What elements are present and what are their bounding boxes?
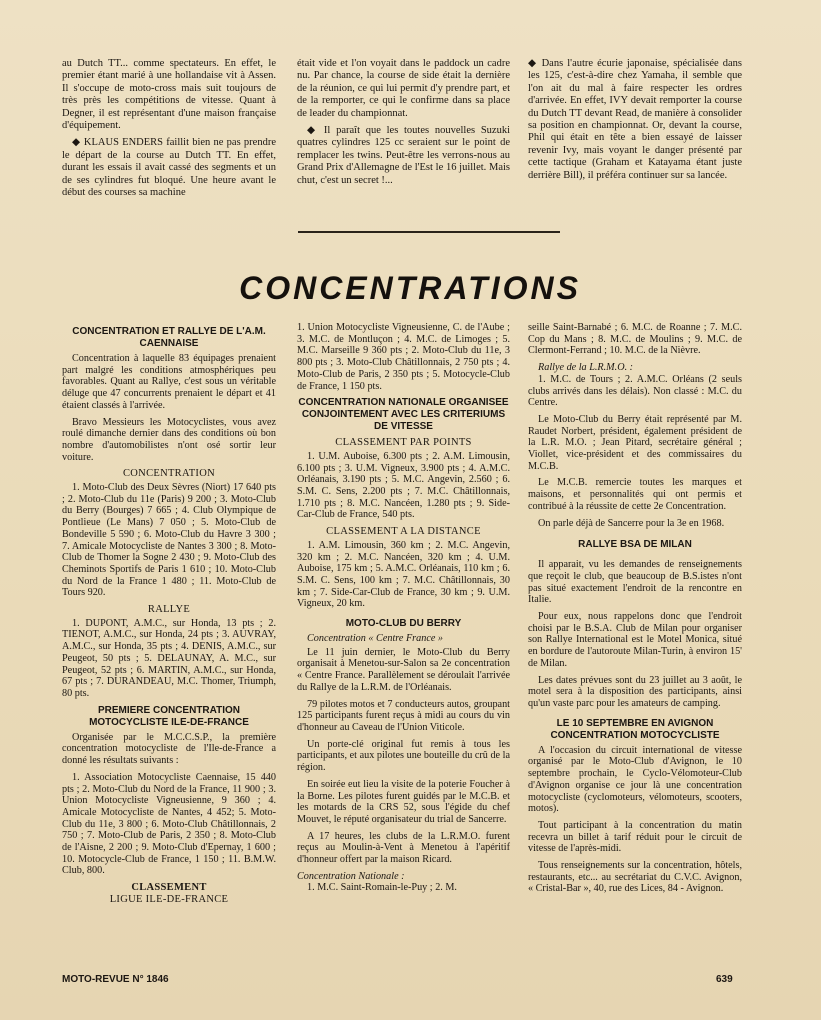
nationale-label: Concentration Nationale :: [297, 870, 405, 882]
top-column-3: [528, 58, 742, 187]
bsa-heading: RALLYE BSA DE MILAN: [578, 539, 692, 551]
bsa-para-1: Il apparait, vu les demandes de renseignements que reçoit le club, que beaucoup de B.S.istes n'ont pas situé exactement l'endroit de la rencontre en Italie.: [528, 559, 742, 606]
concentration-results: 1. Moto-Club des Deux Sèvres (Niort) 17 640 pts ; 2. Moto-Club du 11e (Paris) 9 200 ; 3. Moto-Club du Berry (Bourges) 7 665 ; 4. Club Olympique de Pontlieue (Le Mans) 7 050 ; 5. Moto-Club de Bondeville 5 590 ; 6. Moto-Club du Havre 3 300 ; 7. Amicale Motocycliste de Nantes 3 300 ; 8. Moto-Club de Thomer la Sogne 2 430 ; 9. Moto-Club des Cheminots Sportifs de Paris 1 610 ; 10. Moto-Club du Nord de la France 1 480 ; 11. Moto-Club de Tours 920.: [62, 482, 276, 599]
mcb-para-1: Le Moto-Club du Berry était représenté par M. Raudet Norbert, président, également président de la L.R. M.O. ; Jean Pitard, secrétaire général ; Viollet, vice-président et des commissaires du M.C.B.: [528, 413, 742, 472]
berry-subheading: Concentration « Centre France »: [307, 633, 443, 645]
points-subheading: CLASSEMENT PAR POINTS: [335, 437, 472, 449]
lrmo-results: 1. M.C. de Tours ; 2. A.M.C. Orléans (2 seuls clubs arrivés dans les délais). Non classé : M.C. du Centre.: [528, 373, 742, 409]
mcb-para-2: Le M.C.B. remercie toutes les marques et maisons, et personnalités qui ont permis et contribué à la réussite de cette 2e Concentration.: [528, 477, 742, 512]
bsa-para-3: Les dates prévues sont du 23 juillet au 3 août, le motel sera à la disposition des participants, ainsi qu'un vaste parc pour les amateurs de camping.: [528, 674, 742, 709]
classement-subheading: CLASSEMENT: [131, 882, 207, 894]
idf-results: 1. Association Motocycliste Caennaise, 15 440 pts ; 2. Moto-Club du Nord de la France, 11 900 ; 3. Union Motocycliste Vigneusienne, 9 360 ; 4. Amicale Motocycliste de Nantes, 4 452; 5. Moto-Club du 11e, 3 800 ; 6. Moto-Club Châtillonnais, 2 750 ; 7. Moto-Club de Paris, 2 350 ; 8. Moto-Club de l'Aisne, 2 200 ; 9. Moto-Club d'Epernay, 1 600 ; 10. Motocycle-Club de France, 1 150 ; 11. B.M.W. Club, 800.: [62, 771, 276, 877]
berry-para-1: Le 11 juin dernier, le Moto-Club du Berry organisait à Menetou-sur-Salon sa 2e concentration « Centre France. Parallèlement se déroulait l'arrivée du Rallye de la L.R.M. de l'Orléanais.: [297, 646, 510, 693]
avignon-para-3: Tous renseignements sur la concentration, hôtels, restaurants, etc... au secrétariat du C.V.C. Avignon, « Cristal-Bar », 40, rue des Lices, 84 - Avignon.: [528, 860, 742, 895]
avignon-para-2: Tout participant à la concentration du matin recevra un billet à tarif réduit pour le circuit de vitesse de l'après-midi.: [528, 819, 742, 855]
berry-para-5: A 17 heures, les clubs de la L.R.M.O. furent reçus au Moulin-à-Vent à Menetou à l'apéritif d'honneur offert par la maison Ricard.: [297, 830, 510, 866]
berry-para-2: 79 pilotes motos et 7 conducteurs autos, groupant 125 participants furent reçus à midi au cours du vin d'honneur au Caveau de l'Union Viticole.: [297, 698, 510, 733]
column-2: [297, 322, 510, 899]
berry-para-3: Un porte-clé original fut remis à tous les participants, et aux pilotes une bouteille du crû de la région.: [297, 738, 510, 774]
nationale-results: 1. M.C. Saint-Romain-le-Puy ; 2. M.: [307, 882, 457, 894]
column-1: [62, 322, 276, 906]
berry-para-4: En soirée eut lieu la visite de la poterie Foucher à la Borne. Les pilotes furent guidés par le M.C.B. et les motards de la CRS 52, sous l'égide du chef Mouvet, le réputé organisateur du trial de Sancerre.: [297, 778, 510, 825]
avignon-para-1: A l'occasion du circuit international de vitesse organisé par le Moto-Club d'Avignon, le 10 septembre prochain, le Cyclo-Vélomoteur-Club d'Avignon organise ce jour là une concentration motocycliste (cyclomoteurs, vélomoteurs, scooters, motos).: [528, 744, 742, 815]
points-results: 1. U.M. Auboise, 6.300 pts ; 2. A.M. Limousin, 6.100 pts ; 3. U.M. Vigneux, 3.900 pts ; 4. A.M.C. Orléanais, 3.190 pts ; 5. M.C. Angevin, 2.560 ; 6. S.M. C. Sens, 2.200 pts ; 7. M.C. Châtillonnais, 1.710 pts ; 8. M.C. Nancéen, 1.280 pts ; 9. Side-Car-Club de France, 540 pts.: [297, 450, 510, 521]
rallye-subheading: RALLYE: [147, 604, 191, 616]
magazine-issue: MOTO-REVUE N° 1846: [62, 974, 169, 985]
caennaise-heading: CONCENTRATION ET RALLYE DE L'A.M. CAENNAISE: [72, 326, 266, 349]
nationale-heading: CONCENTRATION NATIONALE ORGANISEE CONJOINTEMENT AVEC LES CRITERIUMS DE VITESSE: [298, 397, 509, 433]
section-divider-rule: [298, 231, 560, 233]
idf-heading: PREMIERE CONCENTRATION MOTOCYCLISTE ILE-DE-FRANCE: [89, 704, 249, 728]
mcb-para-3: On parle déjà de Sancerre pour la 3e en 1968.: [538, 517, 725, 529]
ligue-results-cont: 1. Union Motocycliste Vigneusienne, C. de l'Aube ; 3. M.C. de Montluçon ; 4. M.C. de Limoges ; 5. M.C. Marseille 9 360 pts ; 2. Moto-Club du 11e, 3 800 pts ; 3. Moto-Club Châtillonnais, 2 750 pts ; 4. Moto-Club de Paris, 2 350 pts ; 5. Motocycle-Club de France, 1 150 pts.: [297, 322, 510, 392]
caennaise-intro-2: Bravo Messieurs les Motocyclistes, vous avez roulé dimanche dernier dans des conditions où bon nombre d'automobilistes n'ont osé sortir leur voiture.: [62, 416, 276, 463]
distance-results: 1. A.M. Limousin, 360 km ; 2. M.C. Angevin, 320 km ; 2. M.C. Nancéen, 320 km ; 4. U.M. Auboise, 175 km ; 5. A.M.C. Orléanais, 110 km ; 6. S.M. C. Sens, 100 km ; 7. M.C. Châtillonnais, 30 km ; 7. Side-Car-Club de France, 30 km ; 9. U.M. Vigneux, 20 km.: [297, 539, 510, 610]
top-col2-para-2: ◆ Il paraît que les toutes nouvelles Suzuki quatres cylindres 125 cc seraient sur le point de remplacer les twins. Peut-être les verrons-nous au Grand Prix d'Allemagne de l'Est le 16 juillet. Mais chut, c'est un secret !...: [297, 125, 510, 186]
column-3: [528, 322, 742, 900]
page-number: 639: [716, 974, 733, 985]
top-column-1: [62, 58, 276, 204]
avignon-heading: LE 10 SEPTEMBRE EN AVIGNON CONCENTRATION MOTOCYCLISTE: [550, 717, 720, 741]
nationale-results-cont: seille Saint-Barnabé ; 6. M.C. de Roanne ; 7. M.C. Cop du Mans ; 8. M.C. de Moulins ; 9. M.C. de Clermont-Ferrand ; 10. M.C. de la Nièvre.: [528, 322, 742, 357]
ligue-subheading: LIGUE ILE-DE-FRANCE: [109, 893, 229, 905]
top-col1-para-2: ◆ KLAUS ENDERS faillit bien ne pas prendre le départ de la course au Dutch TT. En effet, durant les essais il avait cassé des segments et un de ses cylindres fut bloqué. Une heure avant le début des courses sa machine: [62, 137, 276, 199]
bsa-para-2: Pour eux, nous rappelons donc que l'endroit choisi par le B.S.A. Club de Milan pour organiser son Rallye International est le Motel Monica, situé en bordure de l'autoroute Milan-Turin, à environ 15' de Milan.: [528, 611, 742, 669]
caennaise-intro-1: Concentration à laquelle 83 équipages prenaient part malgré les conditions atmosphériques peu favorables. Quant au Rallye, c'est sous un véritable déluge que 47 concurrents prenaient le départ et 41 étaient classés à l'arrivée.: [62, 353, 276, 411]
top-col2-para-1: était vide et l'on voyait dans le paddock un cadre nu. Par chance, la course de side était la dernière de la réunion, ce qui lui permit d'y prendre part, et de la remporter, ce qui le confirme dans sa place de leader du championnat.: [297, 58, 510, 119]
top-col3-para-1: ◆ Dans l'autre écurie japonaise, spécialisée dans les 125, c'est-à-dire chez Yamaha, il semble que l'on ait du mal à faire respecter les ordres d'arrivée. En effet, IVY devait remporter la course du Dutch TT devant Read, de manière à consolider sa position en championnat. Or, devant la course, Phil qui était en tête a bien essayé de laisser revenir Ivy, mais voyant le danger présenté par cette tactique (Graham et Katayama étant juste derrière Bill), il préféra continuer sur sa lancée.: [528, 58, 742, 181]
idf-intro: Organisée par le M.C.C.S.P., la première concentration motocycliste de l'Ile-de-France a donné les résultats suivants :: [62, 731, 276, 767]
section-title: CONCENTRATIONS: [239, 270, 581, 306]
concentration-subheading: CONCENTRATION: [123, 468, 215, 480]
rallye-results: 1. DUPONT, A.M.C., sur Honda, 13 pts ; 2. TIENOT, A.M.C., sur Honda, 24 pts ; 3. AUVRAY, A.M.C., sur Honda, 35 pts ; 4. DENIS, A.M.C., sur Peugeot, 50 pts ; 5. DELAUNAY, A. M.C., sur Peugeot, 52 pts ; 6. MARTIN, A.M.C., sur Honda, 67 pts ; 7. DURANDEAU, M.C. Thomer, Triumph, 80 pts.: [62, 617, 276, 699]
berry-heading: MOTO-CLUB DU BERRY: [345, 618, 462, 630]
top-column-2: [297, 58, 510, 192]
lrmo-label: Rallye de la L.R.M.O. :: [538, 362, 634, 374]
distance-subheading: CLASSEMENT A LA DISTANCE: [326, 526, 481, 538]
top-col1-para-1: au Dutch TT... comme spectateurs. En effet, le premier étant marié à une hollandaise vit à Assen. Il s'occupe de moto-cross mais suit toujours de très près les compétitions de vitesse. Quant à Degner, il est représentant d'une maison française d'équipement.: [62, 58, 276, 132]
